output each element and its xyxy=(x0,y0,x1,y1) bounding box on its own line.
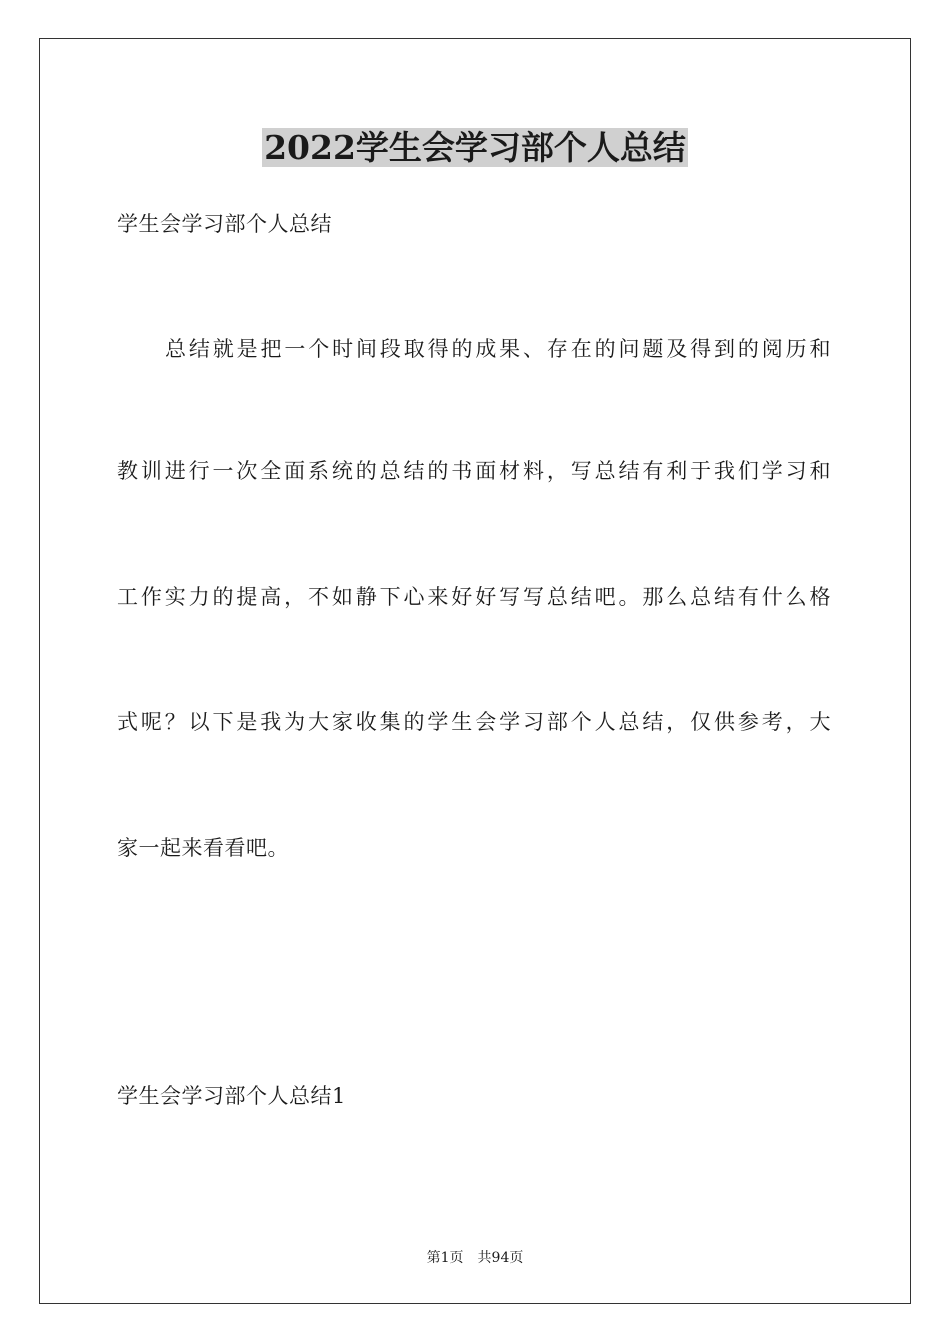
paragraph-line-3: 工作实力的提高，不如静下心来好好写写总结吧。那么总结有什么格 xyxy=(117,585,831,609)
document-subtitle: 学生会学习部个人总结 xyxy=(117,212,332,236)
section-heading: 学生会学习部个人总结1 xyxy=(117,1084,346,1108)
paragraph-line-1: 总结就是把一个时间段取得的成果、存在的问题及得到的阅历和 xyxy=(165,337,831,361)
paragraph-line-5: 家一起来看看吧。 xyxy=(117,836,289,860)
paragraph-line-2: 教训进行一次全面系统的总结的书面材料，写总结有利于我们学习和 xyxy=(117,459,831,483)
page-total: 共94页 xyxy=(477,1250,524,1266)
document-title: 2022学生会学习部个人总结 xyxy=(264,128,686,167)
paragraph-line-4: 式呢？以下是我为大家收集的学生会学习部个人总结，仅供参考，大 xyxy=(117,710,831,734)
page-number: 第1页 xyxy=(426,1250,464,1266)
page-footer xyxy=(0,1248,950,1268)
